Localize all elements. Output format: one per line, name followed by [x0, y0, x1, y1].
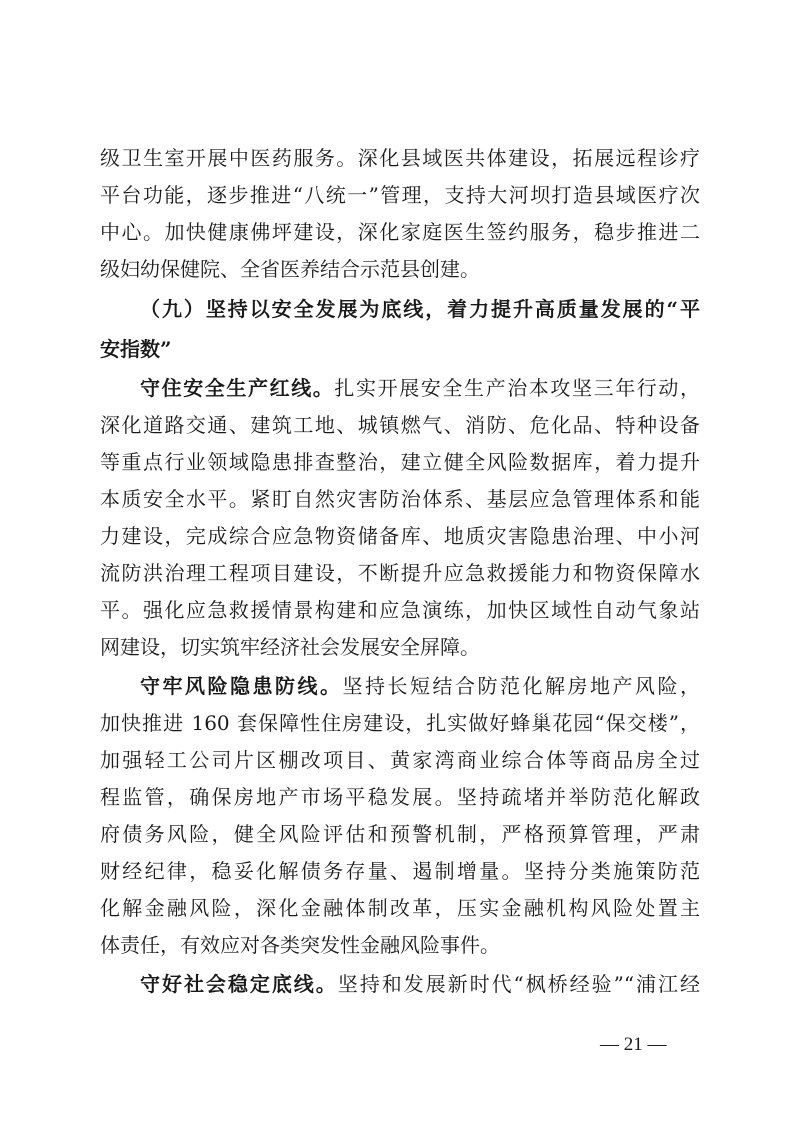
body-text-line: 化解金融风险，深化金融体制改革，压实金融机构风险处置主 — [100, 896, 700, 920]
body-text-line: 本质安全水平。紧盯自然灾害防治体系、基层应急管理体系和能 — [100, 487, 700, 511]
body-text-line: 力建设，完成综合应急物资储备库、地质灾害隐患治理、中小河 — [100, 524, 700, 548]
body-text-line: 级卫生室开展中医药服务。深化县域医共体建设，拓展远程诊疗 — [100, 146, 700, 170]
paragraph-safety-production — [140, 374, 700, 402]
body-text-line: 深化道路交通、建筑工地、城镇燃气、消防、危化品、特种设备 — [100, 413, 700, 437]
paragraph-text: 坚持长短结合防范化解房地产风险， — [342, 674, 700, 698]
paragraph-text: 扎实开展安全生产治本攻坚三年行动， — [334, 376, 700, 400]
paragraph-text: 坚持和发展新时代“枫桥经验”“浦江经 — [337, 972, 700, 996]
section-heading: （九）坚持以安全发展为底线，着力提升高质量发展的“平 — [140, 297, 700, 321]
paragraph-lead: 守住安全生产红线。 — [140, 376, 335, 400]
section-heading-continued: 安指数” — [100, 337, 172, 361]
body-text-line: 流防洪治理工程项目建设，不断提升应急救援能力和物资保障水 — [100, 561, 700, 585]
paragraph-lead: 守牢风险隐患防线。 — [140, 674, 343, 698]
body-text-line: 加快推进 160 套保障性住房建设，扎实做好蜂巢花园“保交楼”， — [100, 711, 700, 735]
body-text-line: 等重点行业领域隐患排查整治，建立健全风险数据库，着力提升 — [100, 450, 700, 474]
paragraph-risk-prevention — [140, 672, 700, 700]
body-text-line: 网建设，切实筑牢经济社会发展安全屏障。 — [100, 635, 480, 659]
body-text-line: 加强轻工公司片区棚改项目、黄家湾商业综合体等商品房全过 — [100, 748, 700, 772]
body-text-line: 中心。加快健康佛坪建设，深化家庭医生签约服务，稳步推进二 — [100, 220, 700, 244]
body-text-line: 级妇幼保健院、全省医养结合示范县创建。 — [100, 257, 480, 281]
body-text-line: 府债务风险，健全风险评估和预警机制，严格预算管理，严肃 — [100, 822, 700, 846]
body-text-line: 平台功能，逐步推进“八统一”管理，支持大河坝打造县域医疗次 — [100, 183, 700, 207]
body-text-line: 平。强化应急救援情景构建和应急演练，加快区域性自动气象站 — [100, 598, 700, 622]
body-text-line: 程监管，确保房地产市场平稳发展。坚持疏堵并举防范化解政 — [100, 785, 700, 809]
paragraph-lead: 守好社会稳定底线。 — [140, 972, 338, 996]
body-text-line: 体责任，有效应对各类突发性金融风险事件。 — [100, 933, 500, 957]
body-text-line: 财经纪律，稳妥化解债务存量、遏制增量。坚持分类施策防范 — [100, 859, 700, 883]
paragraph-social-stability — [140, 970, 700, 998]
page-number: — 21 — — [600, 1034, 667, 1055]
